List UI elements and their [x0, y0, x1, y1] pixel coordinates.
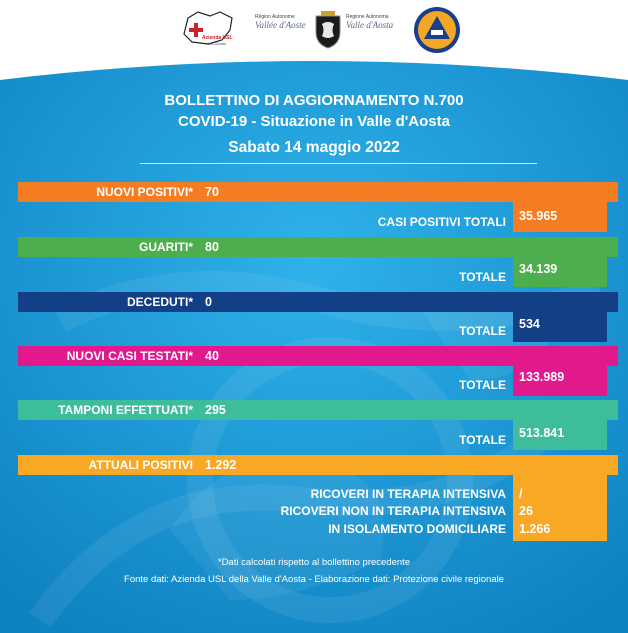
row-value-attuali-positivi: 1.292 [205, 458, 237, 472]
bulletin-date: Sabato 14 maggio 2022 [228, 139, 400, 156]
total-label-guariti: TOTALE [459, 270, 506, 284]
footnote-calc: *Dati calcolati rispetto al bollettino precedente [217, 557, 411, 568]
coat-of-arms-icon [313, 10, 343, 50]
row-value-guariti: 80 [205, 240, 219, 254]
detail-value-terapia-intensiva: / [519, 487, 523, 501]
footnote-source: Fonte dati: Azienda USL della Valle d'Aosta - Elaborazione dati: Protezione civile regionale [124, 574, 504, 585]
total-label-deceduti: TOTALE [459, 324, 506, 338]
row-label-guariti: GUARITI* [139, 240, 193, 254]
detail-value-non-terapia-intensiva: 26 [519, 504, 533, 518]
total-value-guariti: 34.139 [519, 262, 558, 276]
total-value-nuovi-positivi: 35.965 [519, 209, 558, 223]
row-label-nuovi-positivi: NUOVI POSITIVI* [96, 185, 193, 199]
bulletin-title: BOLLETTINO DI AGGIORNAMENTO N.700 [164, 92, 464, 109]
detail-label-non-terapia-intensiva: RICOVERI NON IN TERAPIA INTENSIVA [280, 504, 506, 518]
total-value-tamponi-effettuati: 513.841 [519, 426, 565, 440]
row-label-nuovi-casi-testati: NUOVI CASI TESTATI* [66, 349, 193, 363]
total-value-deceduti: 534 [519, 317, 540, 331]
region-logo-italian: Regione Autonoma Valle d'Aosta [346, 14, 394, 30]
detail-value-isolamento: 1.266 [519, 522, 551, 536]
total-value-nuovi-casi-testati: 133.989 [519, 370, 565, 384]
svg-text:Valle d'Aosta: Valle d'Aosta [206, 42, 227, 46]
region-logo-french: Région Autonome Vallée d'Aoste [255, 14, 306, 30]
svg-text:Azienda USL: Azienda USL [202, 35, 233, 41]
azienda-usl-logo [180, 8, 242, 50]
row-label-attuali-positivi: ATTUALI POSITIVI [88, 458, 193, 472]
detail-label-terapia-intensiva: RICOVERI IN TERAPIA INTENSIVA [310, 487, 506, 501]
protezione-civile-logo [412, 5, 462, 55]
detail-label-isolamento: IN ISOLAMENTO DOMICILIARE [328, 522, 506, 536]
bulletin-subtitle: COVID-19 - Situazione in Valle d'Aosta [178, 113, 450, 130]
row-label-tamponi-effettuati: TAMPONI EFFETTUATI* [58, 403, 193, 417]
header [0, 0, 628, 60]
row-value-nuovi-casi-testati: 40 [205, 349, 219, 363]
row-value-deceduti: 0 [205, 295, 212, 309]
row-label-deceduti: DECEDUTI* [126, 295, 193, 309]
total-label-nuovi-positivi: CASI POSITIVI TOTALI [377, 215, 506, 229]
row-value-nuovi-positivi: 70 [205, 185, 219, 199]
divider [140, 163, 537, 164]
total-label-nuovi-casi-testati: TOTALE [459, 378, 506, 392]
total-label-tamponi-effettuati: TOTALE [459, 433, 506, 447]
row-value-tamponi-effettuati: 295 [205, 403, 226, 417]
